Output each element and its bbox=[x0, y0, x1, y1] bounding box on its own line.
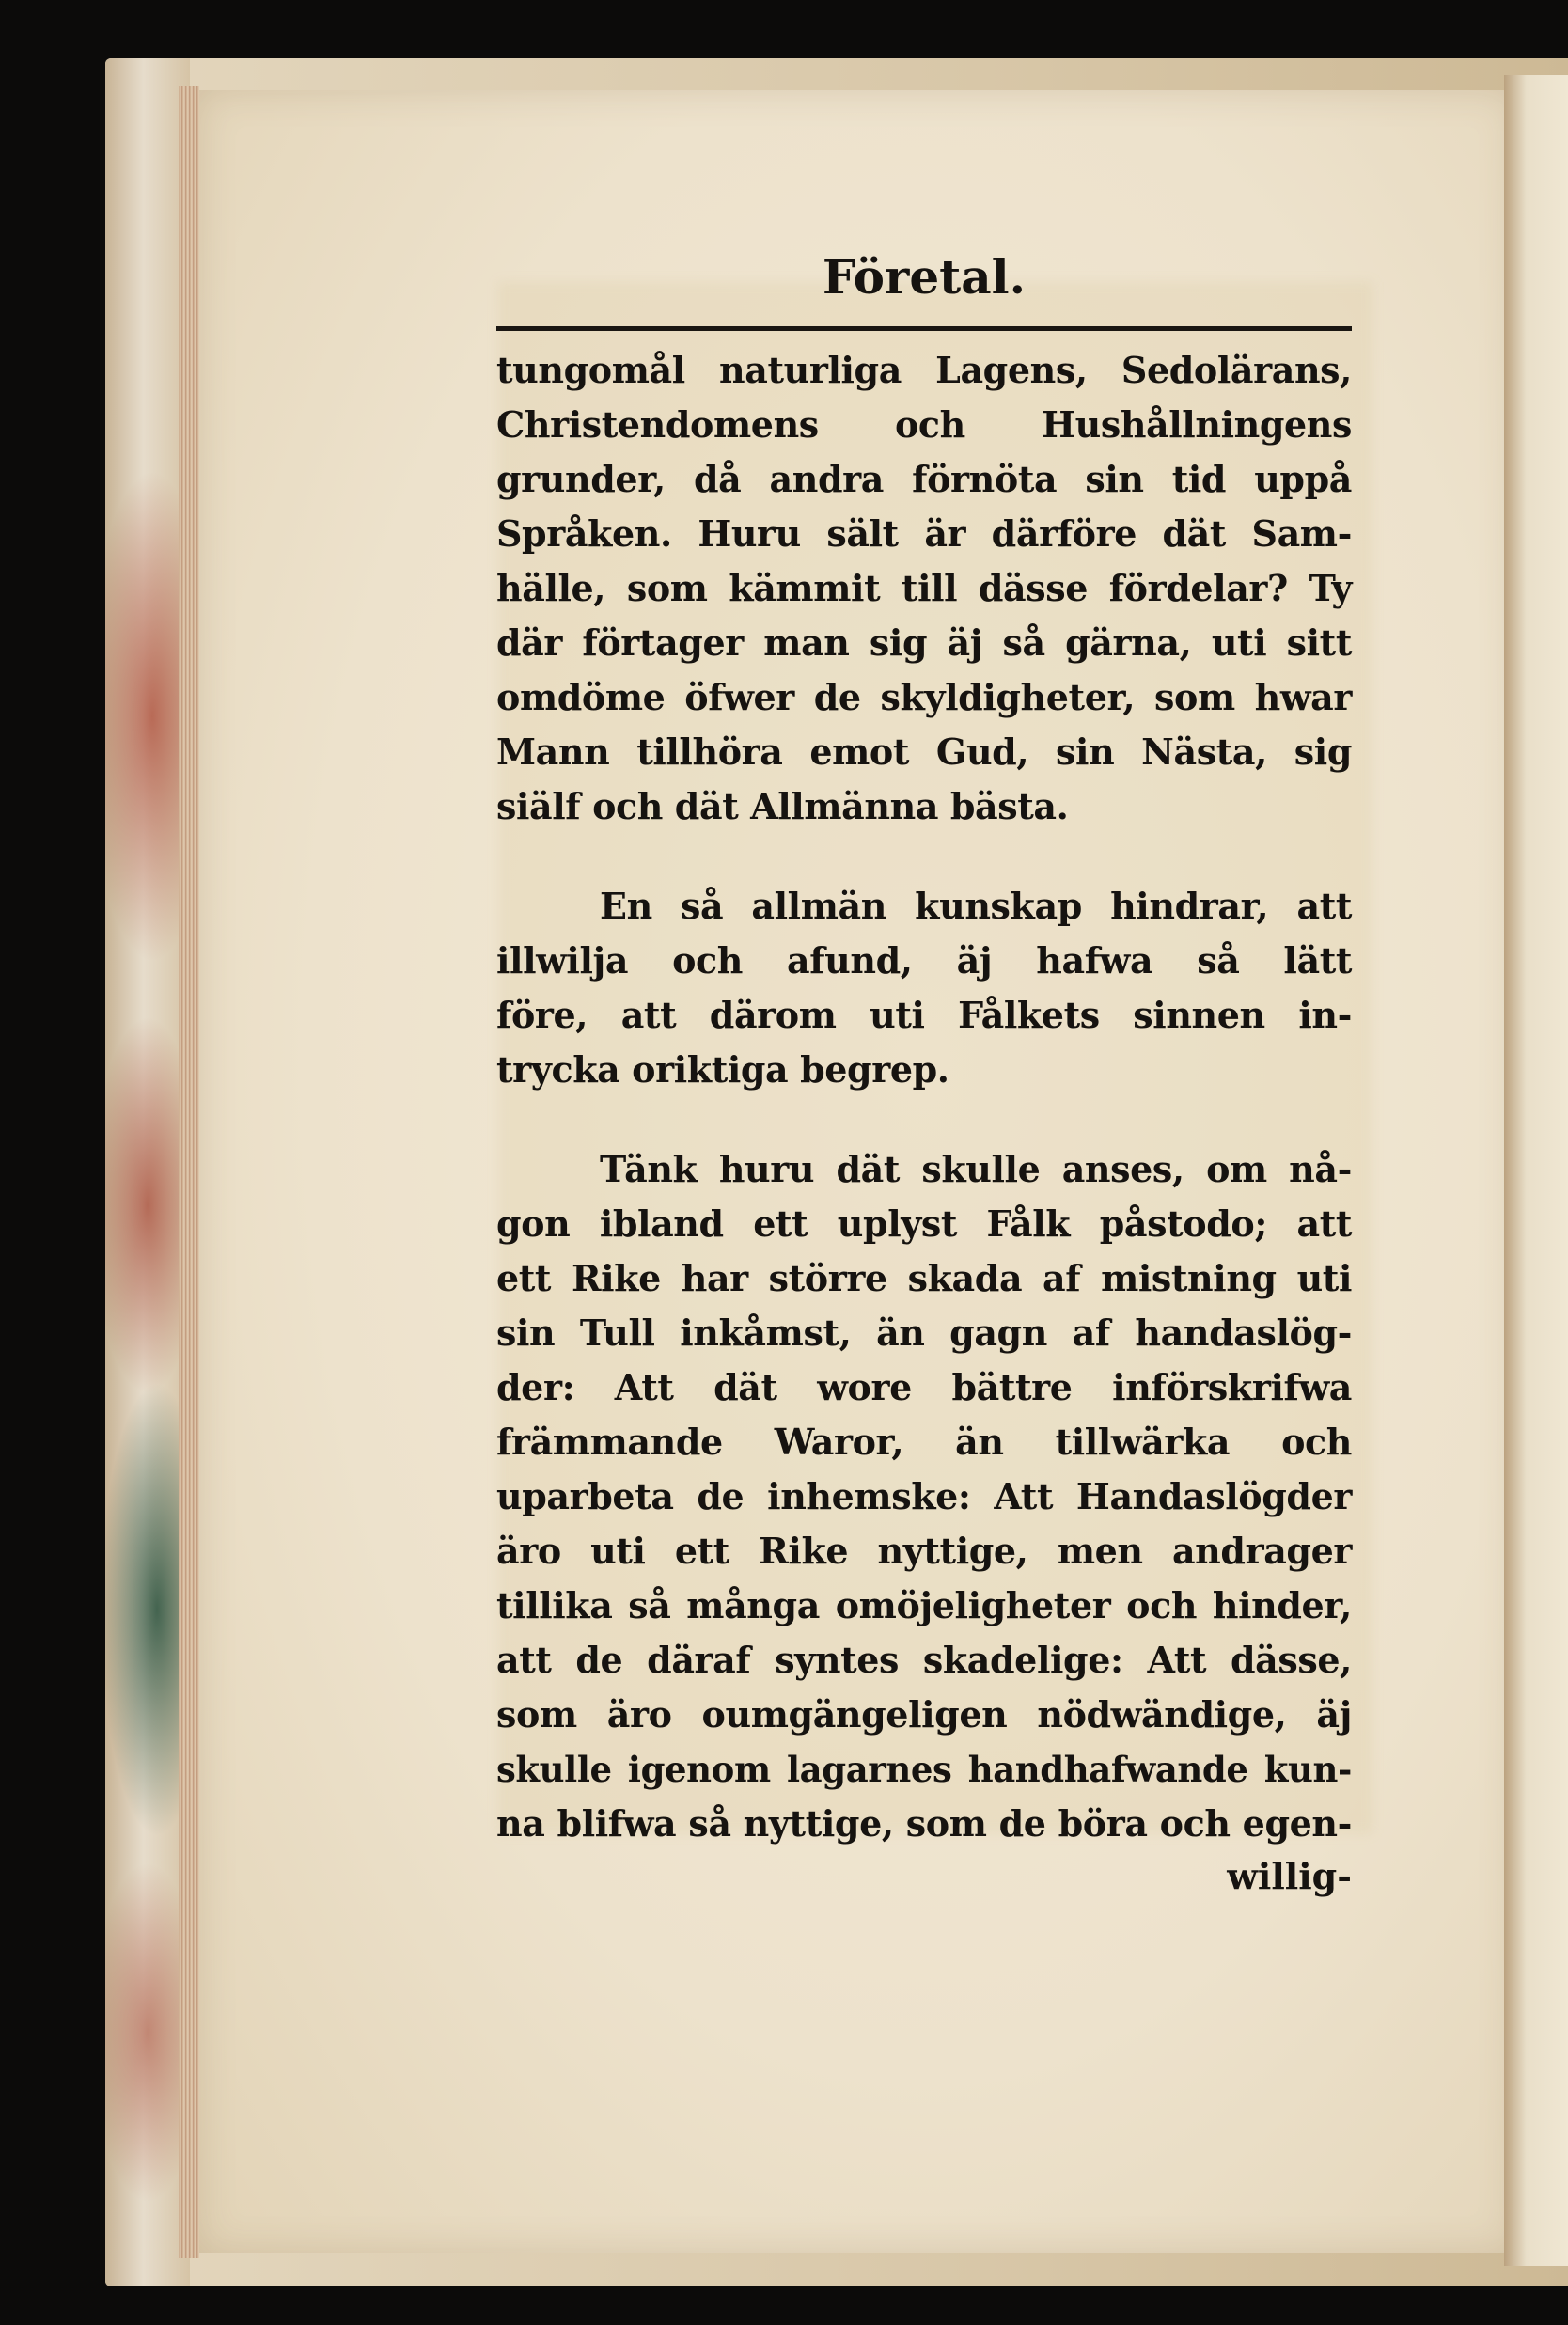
text-line: ett Rike har större skada af mistning uti bbox=[496, 1257, 1352, 1299]
text-line: äro uti ett Rike nyttige, men andrager bbox=[496, 1530, 1352, 1572]
text-line: trycka oriktiga begrep. bbox=[496, 1048, 949, 1091]
text-line: Christendomens och Hushållningens bbox=[496, 403, 1352, 446]
running-head: Företal. bbox=[822, 249, 1027, 305]
text-line: skulle igenom lagarnes handhafwande kun- bbox=[496, 1749, 1352, 1790]
catchword: willig- bbox=[1227, 1855, 1352, 1897]
text-line: sin Tull inkåmst, än gagn af handaslög- bbox=[496, 1312, 1352, 1354]
text-line: Mann tillhöra emot Gud, sin Nästa, sig bbox=[496, 730, 1352, 773]
text-line: där förtager man sig äj så gärna, uti sitt bbox=[496, 621, 1352, 664]
page-edges bbox=[179, 86, 199, 2258]
text-line: tillika så många omöjeligheter och hinder, bbox=[496, 1584, 1352, 1626]
text-line: uparbeta de inhemske: Att Handaslögder bbox=[496, 1475, 1352, 1517]
facing-page-gutter bbox=[1504, 75, 1568, 2266]
text-line: omdöme öfwer de skyldigheter, som hwar bbox=[496, 676, 1352, 718]
text-line: der: Att dät wore bättre införskrifwa bbox=[496, 1366, 1352, 1408]
text-line: att de däraf syntes skadelige: Att dässe, bbox=[496, 1639, 1352, 1681]
text-line: tungomål naturliga Lagens, Sedolärans, bbox=[496, 349, 1352, 391]
text-line: En så allmän kunskap hindrar, att bbox=[600, 885, 1352, 927]
text-line: illwilja och afund, äj hafwa så lätt bbox=[496, 939, 1352, 982]
text-line: som äro oumgängeligen nödwändige, äj bbox=[496, 1693, 1352, 1736]
text-block bbox=[496, 240, 1352, 1904]
text-line: främmande Waror, än tillwärka och bbox=[496, 1421, 1352, 1463]
text-line: gon ibland ett uplyst Fålk påstodo; att bbox=[496, 1202, 1352, 1245]
text-line: hälle, som kämmit till dässe fördelar? Ty bbox=[496, 567, 1352, 609]
marbled-cover-board bbox=[105, 58, 190, 2286]
text-line: grunder, då andra förnöta sin tid uppå bbox=[496, 458, 1352, 500]
text-line: Tänk huru dät skulle anses, om nå- bbox=[600, 1148, 1352, 1190]
header-rule bbox=[496, 326, 1352, 331]
text-line: siälf och dät Allmänna bästa. bbox=[496, 785, 1069, 827]
text-line: na blifwa så nyttige, som de böra och egen- bbox=[496, 1802, 1352, 1845]
text-line: före, att därom uti Fålkets sinnen in- bbox=[496, 994, 1352, 1036]
text-line: Språken. Huru sält är därföre dät Sam- bbox=[496, 512, 1352, 555]
